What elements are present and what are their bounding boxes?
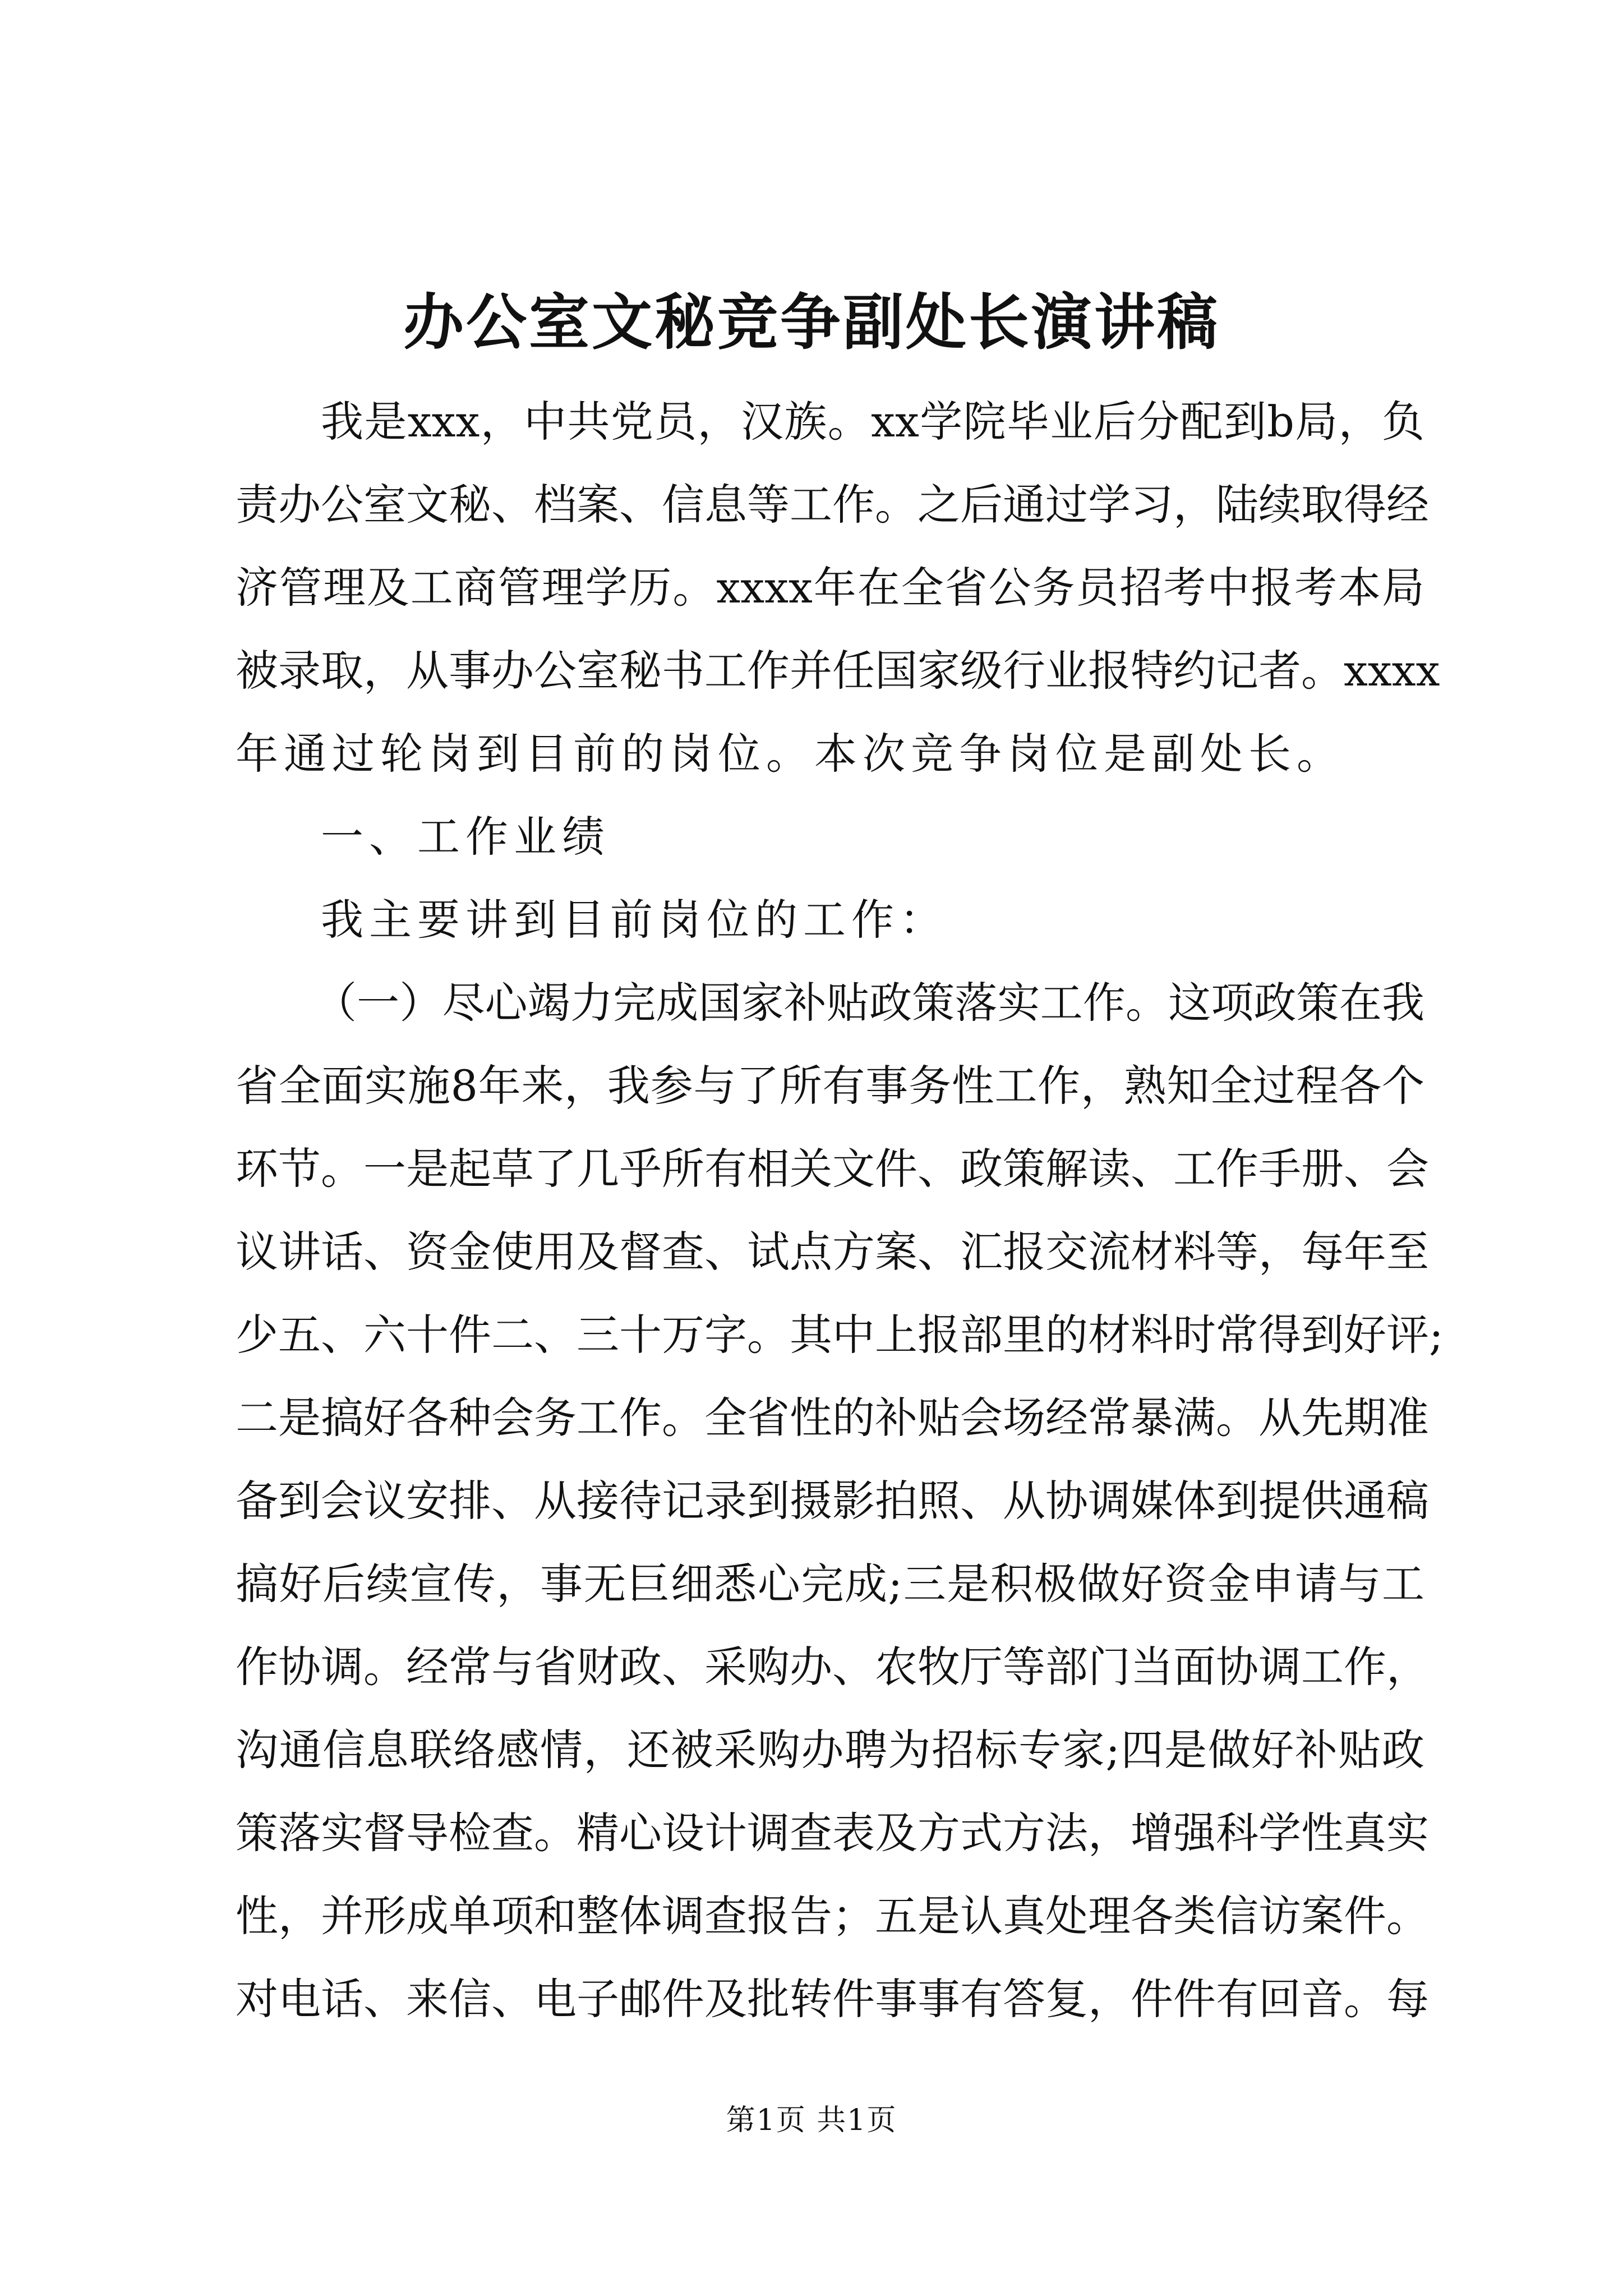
page-number-footer: 第1页 共1页	[726, 2104, 897, 2137]
paragraph-line: 环节。一是起草了几乎所有相关文件、政策解读、工作手册、会	[236, 1144, 1429, 1194]
paragraph-line: 对电话、来信、电子邮件及批转件事事有答复，件件有回音。每	[236, 1974, 1429, 2024]
paragraph-line: （一）尽心竭力完成国家补贴政策落实工作。这项政策在我	[314, 978, 1424, 1028]
paragraph-line: 我主要讲到目前岗位的工作：	[321, 895, 948, 945]
paragraph-line: 沟通信息联络感情，还被采购办聘为招标专家;四是做好补贴政	[236, 1725, 1424, 1775]
paragraph-line: 责办公室文秘、档案、信息等工作。之后通过学习，陆续取得经	[236, 480, 1429, 530]
section-heading: 一、工作业绩	[321, 812, 610, 862]
document-body	[236, 380, 1444, 2041]
paragraph-line: 被录取，从事办公室秘书工作并任国家级行业报特约记者。xxxx	[236, 646, 1440, 696]
paragraph-line: 少五、六十件二、三十万字。其中上报部里的材料时常得到好评;	[236, 1310, 1444, 1360]
paragraph-line: 省全面实施8年来，我参与了所有事务性工作，熟知全过程各个	[236, 1061, 1424, 1111]
paragraph-line: 议讲话、资金使用及督查、试点方案、汇报交流材料等，每年至	[236, 1227, 1429, 1277]
document-title: 办公室文秘竞争副处长演讲稿	[403, 287, 1220, 358]
paragraph-line: 我是xxx，中共党员，汉族。xx学院毕业后分配到b局，负	[321, 397, 1424, 447]
paragraph-line: 备到会议安排、从接待记录到摄影拍照、从协调媒体到提供通稿	[236, 1476, 1429, 1526]
paragraph-line: 年通过轮岗到目前的岗位。本次竞争岗位是副处长。	[236, 729, 1345, 779]
paragraph-line: 性，并形成单项和整体调查报告；五是认真处理各类信访案件。	[236, 1891, 1429, 1941]
paragraph-line: 策落实督导检查。精心设计调查表及方式方法，增强科学性真实	[236, 1808, 1429, 1858]
paragraph-line: 济管理及工商管理学历。xxxx年在全省公务员招考中报考本局	[236, 563, 1424, 613]
paragraph-line: 二是搞好各种会务工作。全省性的补贴会场经常暴满。从先期准	[236, 1393, 1429, 1443]
paragraph-line: 作协调。经常与省财政、采购办、农牧厅等部门当面协调工作，	[236, 1642, 1429, 1692]
paragraph-line: 搞好后续宣传，事无巨细悉心完成;三是积极做好资金申请与工	[236, 1559, 1424, 1609]
